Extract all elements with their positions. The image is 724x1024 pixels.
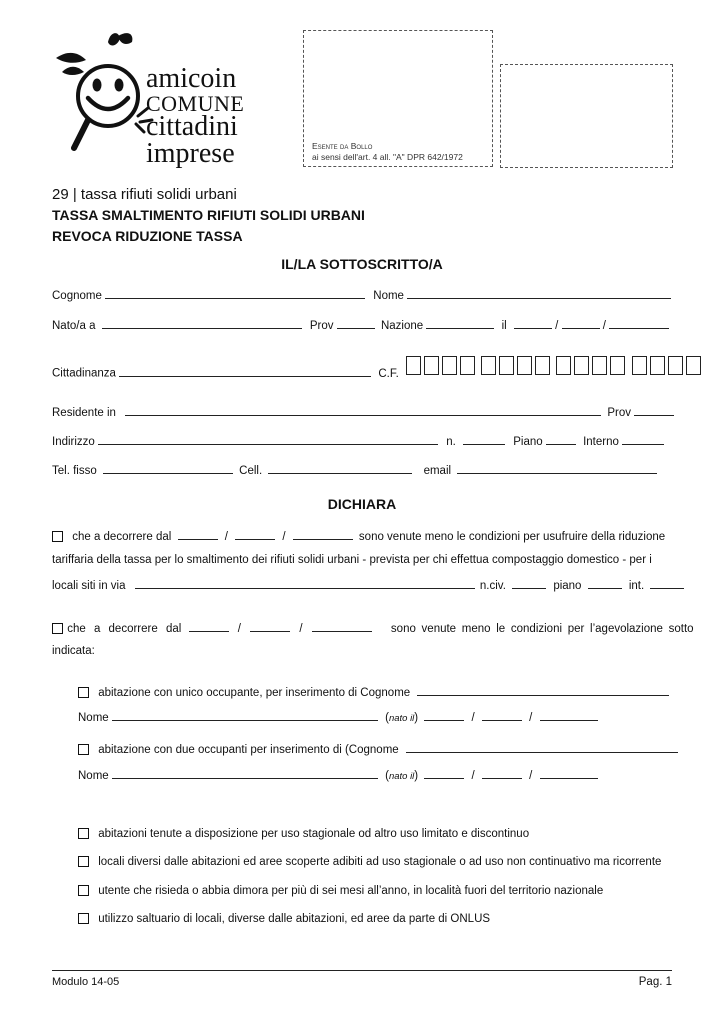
- option-compostaggio-checkbox[interactable]: [52, 531, 63, 542]
- residente-field[interactable]: [125, 404, 601, 416]
- sub2-text: abitazione con due occupanti per inserimento di (Cognome: [98, 744, 399, 756]
- option1-int-label: int.: [628, 580, 645, 592]
- paren: (: [385, 712, 389, 724]
- date-separator: /: [529, 712, 533, 724]
- sub1-anno-field[interactable]: [540, 709, 598, 721]
- interno-field[interactable]: [622, 433, 664, 445]
- tel-field[interactable]: [103, 462, 233, 474]
- option1-text-line2: tariffaria della tassa per lo smaltimento dei rifiuti solidi urbani - prevista per chi effettua compostaggio domestico - per i: [52, 554, 652, 566]
- locali-diversi-checkbox[interactable]: [78, 856, 89, 867]
- option1-text-line3: locali siti in via: [52, 580, 126, 592]
- sub1-giorno-field[interactable]: [424, 709, 464, 721]
- option2-giorno-field[interactable]: [189, 620, 229, 632]
- cell-field[interactable]: [268, 462, 412, 474]
- option1-nciv-field[interactable]: [512, 577, 546, 589]
- protocol-box: [500, 64, 673, 168]
- option1-int-field[interactable]: [650, 577, 684, 589]
- item3-text: utente che risieda o abbia dimora per più di sei mesi all’anno, in località fuori del territorio nazionale: [98, 885, 604, 897]
- prov-label: Prov: [309, 320, 334, 332]
- footer-page: Pag. 1: [638, 976, 672, 988]
- date-separator: /: [602, 320, 606, 332]
- form-subtitle: 29 | tassa rifiuti solidi urbani: [52, 186, 237, 203]
- option2-text-a: che a decorrere dal: [67, 623, 182, 635]
- stamp-line-1: Esente da Bollo: [312, 141, 373, 151]
- date-separator: /: [237, 623, 241, 635]
- piano-label: Piano: [513, 436, 543, 448]
- sub2-nato-il-label: nato il: [388, 771, 415, 782]
- mese-nascita-field[interactable]: [562, 317, 600, 329]
- item2-text: locali diversi dalle abitazioni ed aree scoperte adibiti ad uso stagionale o ad uso non continuativo ma ricorrente: [98, 856, 662, 868]
- sub2-anno-field[interactable]: [540, 767, 598, 779]
- stagionale-checkbox[interactable]: [78, 828, 89, 839]
- date-separator: /: [282, 531, 286, 543]
- option1-piano-label: piano: [553, 580, 582, 592]
- section-title-dichiara: DICHIARA: [327, 496, 397, 512]
- stamp-line-2: ai sensi dell'art. 4 all. "A" DPR 642/1972: [312, 152, 463, 162]
- option2-text-b: sono venute meno le condizioni per l’agevolazione sotto: [390, 623, 694, 635]
- codice-fiscale-boxes[interactable]: [406, 360, 704, 372]
- prov-nascita-field[interactable]: [337, 317, 375, 329]
- paren: (: [385, 770, 389, 782]
- option1-via-field[interactable]: [135, 577, 475, 589]
- smiley-logo-icon: [48, 28, 158, 158]
- logo-line-4: imprese: [146, 138, 235, 169]
- sub1-nome-label: Nome: [78, 712, 109, 724]
- sub2-nome-field[interactable]: [112, 767, 378, 779]
- option-agevolazione-checkbox[interactable]: [52, 623, 63, 634]
- nazione-label: Nazione: [380, 320, 424, 332]
- form-title: TASSA SMALTIMENTO RIFIUTI SOLIDI URBANI: [52, 207, 365, 223]
- onlus-checkbox[interactable]: [78, 913, 89, 924]
- cell-label: Cell.: [239, 465, 263, 477]
- numero-label: n.: [446, 436, 456, 448]
- option1-giorno-field[interactable]: [178, 528, 218, 540]
- nciv-label: n.civ.: [479, 580, 506, 592]
- logo-line-1: amicoin: [146, 63, 237, 94]
- footer-modulo: Modulo 14-05: [52, 976, 120, 988]
- logo-line-2: COMUNE: [146, 91, 245, 116]
- sub1-nome-field[interactable]: [112, 709, 378, 721]
- tel-label: Tel. fisso: [52, 465, 97, 477]
- interno-label: Interno: [583, 436, 619, 448]
- cf-label: C.F.: [378, 367, 399, 380]
- cognome-field[interactable]: [105, 287, 365, 299]
- option1-text-b: sono venute meno le condizioni per usufruire della riduzione: [358, 531, 666, 543]
- logo-line-3: cittadini: [146, 111, 238, 142]
- date-separator: /: [224, 531, 228, 543]
- paren: ): [414, 770, 419, 782]
- sub2-cognome-field[interactable]: [406, 741, 678, 753]
- sub1-cognome-field[interactable]: [417, 684, 669, 696]
- il-label: il: [501, 320, 507, 332]
- section-title-sottoscritto: IL/LA SOTTOSCRITTO/A: [281, 256, 443, 272]
- footer-divider: [52, 970, 672, 971]
- due-occupanti-checkbox[interactable]: [78, 744, 89, 755]
- indirizzo-label: Indirizzo: [52, 436, 95, 448]
- stamp-box: [303, 30, 493, 167]
- indirizzo-field[interactable]: [98, 433, 438, 445]
- prov-residenza-field[interactable]: [634, 404, 674, 416]
- cittadinanza-label: Cittadinanza: [52, 367, 116, 380]
- option2-anno-field[interactable]: [312, 620, 372, 632]
- nome-label: Nome: [373, 290, 404, 302]
- item4-text: utilizzo saltuario di locali, diverse dalle abitazioni, ed aree da parte di ONLUS: [98, 913, 491, 925]
- luogo-nascita-field[interactable]: [102, 317, 302, 329]
- email-label: email: [423, 465, 452, 477]
- option1-piano-field[interactable]: [588, 577, 622, 589]
- numero-field[interactable]: [463, 433, 505, 445]
- date-separator: /: [529, 770, 533, 782]
- sub2-mese-field[interactable]: [482, 767, 522, 779]
- nome-field[interactable]: [407, 287, 671, 299]
- prov-res-label: Prov: [607, 407, 631, 419]
- piano-field[interactable]: [546, 433, 576, 445]
- item1-text: abitazioni tenute a disposizione per uso stagionale od altro uso limitato e discontinuo: [98, 828, 530, 840]
- sub1-mese-field[interactable]: [482, 709, 522, 721]
- date-separator: /: [471, 712, 475, 724]
- date-separator: /: [471, 770, 475, 782]
- paren: ): [414, 712, 419, 724]
- sub2-giorno-field[interactable]: [424, 767, 464, 779]
- anno-nascita-field[interactable]: [609, 317, 669, 329]
- sub2-nome-label: Nome: [78, 770, 109, 782]
- logo: [48, 28, 258, 173]
- date-separator: /: [555, 320, 559, 332]
- giorno-nascita-field[interactable]: [514, 317, 552, 329]
- nato-label: Nato/a a: [52, 320, 96, 332]
- option2-mese-field[interactable]: [250, 620, 290, 632]
- estero-checkbox[interactable]: [78, 885, 89, 896]
- cognome-label: Cognome: [52, 290, 102, 302]
- nazione-field[interactable]: [426, 317, 494, 329]
- form-title-2: REVOCA RIDUZIONE TASSA: [52, 228, 243, 244]
- option1-text-a: che a decorrere dal: [72, 531, 172, 543]
- residente-label: Residente in: [52, 407, 116, 419]
- sub1-text: abitazione con unico occupante, per inserimento di Cognome: [98, 687, 411, 699]
- option1-mese-field[interactable]: [235, 528, 275, 540]
- option1-anno-field[interactable]: [293, 528, 353, 540]
- sub1-nato-il-label: nato il: [388, 713, 415, 724]
- option2-text-line2: indicata:: [52, 645, 95, 657]
- cittadinanza-field[interactable]: [119, 365, 371, 377]
- unico-occupante-checkbox[interactable]: [78, 687, 89, 698]
- date-separator: /: [299, 623, 303, 635]
- email-field[interactable]: [457, 462, 657, 474]
